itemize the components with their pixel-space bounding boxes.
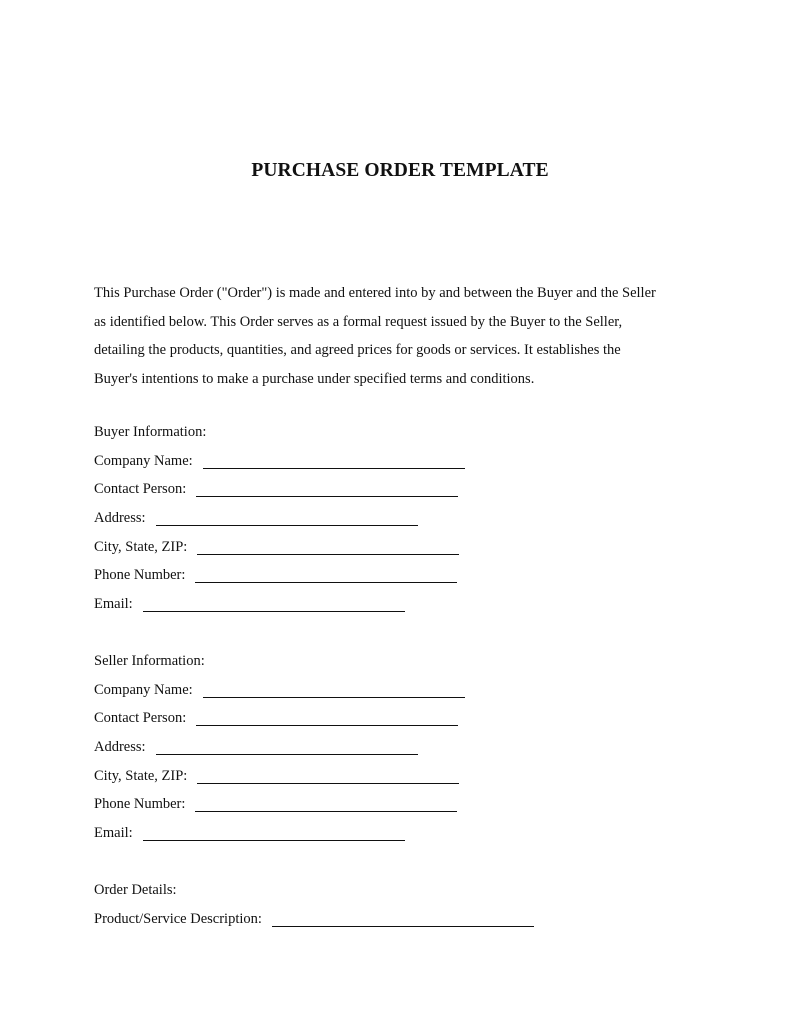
- buyer-contact-person-field: [94, 475, 734, 504]
- field-label: City, State, ZIP:: [94, 538, 188, 555]
- seller-contact-person-blank[interactable]: [196, 725, 458, 726]
- buyer-phone-number-field: [94, 561, 734, 590]
- seller-company-name-field: [94, 676, 734, 705]
- seller-email-blank[interactable]: [143, 840, 405, 841]
- buyer-city-state-zip-field: [94, 533, 734, 562]
- field-label: Phone Number:: [94, 796, 186, 813]
- seller-phone-number-blank[interactable]: [195, 811, 457, 812]
- seller-company-name-blank[interactable]: [203, 697, 465, 698]
- buyer-phone-number-blank[interactable]: [195, 582, 457, 583]
- buyer-contact-person-blank[interactable]: [196, 496, 458, 497]
- seller-city-state-zip-field: [94, 762, 734, 791]
- product-service-description-blank[interactable]: [272, 926, 534, 927]
- intro-line: as identified below. This Order serves as a formal request issued by the Buyer to the Seller,: [94, 313, 623, 330]
- seller-address-blank[interactable]: [156, 754, 418, 755]
- field-label: Contact Person:: [94, 481, 187, 498]
- buyer-address-field: [94, 504, 734, 533]
- intro-line: Buyer's intentions to make a purchase under specified terms and conditions.: [94, 371, 535, 388]
- buyer-email-field: [94, 590, 734, 619]
- seller-information-section: [94, 647, 734, 848]
- seller-phone-number-field: [94, 790, 734, 819]
- product-service-description-field: [94, 905, 734, 934]
- buyer-email-blank[interactable]: [143, 611, 405, 612]
- buyer-company-name-blank[interactable]: [203, 468, 465, 469]
- buyer-section-heading: Buyer Information:: [94, 424, 207, 440]
- seller-email-field: [94, 819, 734, 848]
- order-section-heading: Order Details:: [94, 882, 177, 898]
- field-label: Product/Service Description:: [94, 910, 262, 927]
- intro-line: detailing the products, quantities, and agreed prices for goods or services. It establishes the: [94, 342, 621, 359]
- field-label: Contact Person:: [94, 710, 187, 727]
- field-label: Company Name:: [94, 681, 193, 698]
- buyer-city-state-zip-blank[interactable]: [197, 554, 459, 555]
- intro-line: This Purchase Order ("Order") is made and entered into by and between the Buyer and the Seller: [94, 285, 656, 301]
- field-label: Address:: [94, 739, 146, 756]
- buyer-address-blank[interactable]: [156, 525, 418, 526]
- buyer-company-name-field: [94, 447, 734, 476]
- intro-paragraph: [94, 279, 734, 394]
- field-label: Address:: [94, 510, 146, 527]
- field-label: Phone Number:: [94, 567, 186, 584]
- field-label: Email:: [94, 596, 133, 613]
- seller-address-field: [94, 733, 734, 762]
- field-label: City, State, ZIP:: [94, 767, 188, 784]
- field-label: Company Name:: [94, 452, 193, 469]
- seller-contact-person-field: [94, 704, 734, 733]
- seller-city-state-zip-blank[interactable]: [197, 783, 459, 784]
- field-label: Email:: [94, 825, 133, 842]
- seller-section-heading: Seller Information:: [94, 653, 205, 669]
- buyer-information-section: [94, 418, 734, 619]
- order-details-section: [94, 876, 734, 933]
- document-title: PURCHASE ORDER TEMPLATE: [251, 160, 549, 181]
